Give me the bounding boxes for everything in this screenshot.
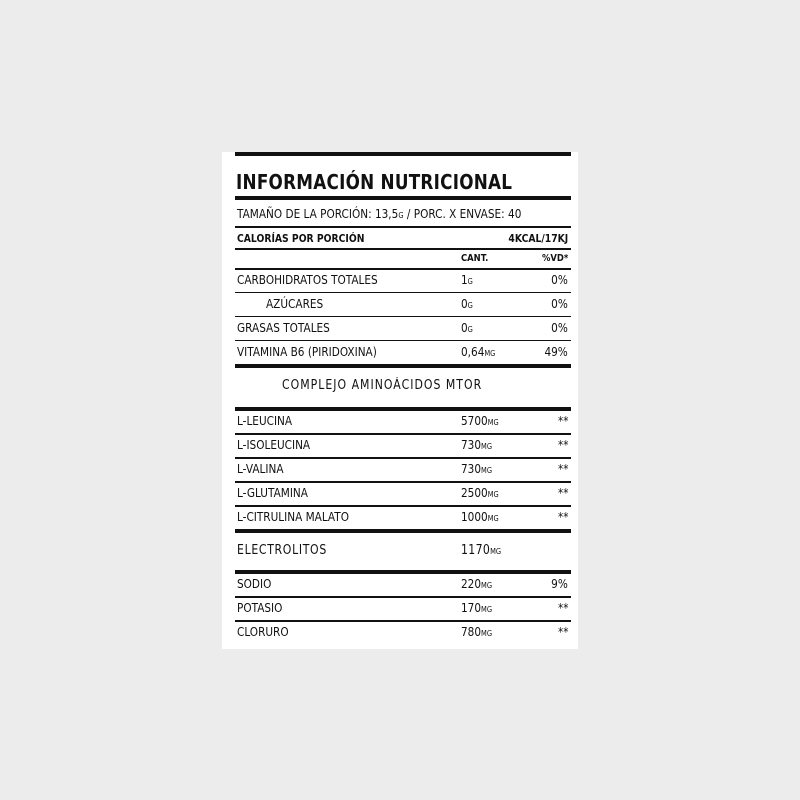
- electrolytes-title: ELECTROLITOS: [237, 543, 327, 558]
- nutrient-name: CARBOHIDRATOS TOTALES: [237, 272, 378, 287]
- amino-dv: **: [557, 461, 568, 476]
- amino-name: L-ISOLEUCINA: [237, 437, 311, 452]
- amino-name: L-GLUTAMINA: [237, 485, 308, 500]
- row-divider: [235, 505, 571, 507]
- nutrient-dv: 0%: [551, 272, 568, 287]
- electrolyte-dv: **: [557, 600, 568, 615]
- row-divider: [235, 481, 571, 483]
- electrolyte-amount: 780MG: [461, 624, 493, 639]
- serving-size: TAMAÑO DE LA PORCIÓN: 13,5G / PORC. X ENVASE: 40: [237, 206, 522, 221]
- amino-dv: **: [557, 485, 568, 500]
- nutrient-dv: 0%: [551, 296, 568, 311]
- row-divider: [235, 457, 571, 459]
- row-divider: [235, 340, 571, 341]
- electrolyte-amount: 220MG: [461, 576, 493, 591]
- calories-rule: [235, 248, 571, 250]
- mtor-section-title: COMPLEJO AMINOÁCIDOS MTOR: [282, 378, 483, 393]
- amino-amount: 2500MG: [461, 485, 499, 500]
- row-divider: [235, 433, 571, 435]
- row-divider: [235, 620, 571, 622]
- column-dv-header: %VD*: [541, 253, 568, 264]
- section-rule: [235, 570, 571, 574]
- section-rule: [235, 364, 571, 368]
- nutrition-label: [222, 152, 578, 649]
- electrolyte-name: CLORURO: [237, 624, 289, 639]
- nutrient-amount: 0G: [461, 296, 473, 311]
- electrolyte-amount: 170MG: [461, 600, 493, 615]
- amino-amount: 1000MG: [461, 509, 499, 524]
- electrolyte-name: SODIO: [237, 576, 272, 591]
- nutrient-dv: 0%: [551, 320, 568, 335]
- electrolyte-dv: 9%: [551, 576, 568, 591]
- nutrient-dv: 49%: [544, 344, 568, 359]
- amino-amount: 730MG: [461, 437, 493, 452]
- nutrient-name: VITAMINA B6 (PIRIDOXINA): [237, 344, 377, 359]
- electrolytes-total: 1170MG: [461, 543, 502, 558]
- calories-value: 4KCAL/17KJ: [508, 232, 568, 245]
- row-divider: [235, 316, 571, 317]
- amino-name: L-CITRULINA MALATO: [237, 509, 349, 524]
- label-title: INFORMACIÓN NUTRICIONAL: [236, 170, 513, 194]
- header-rule: [235, 268, 571, 270]
- row-divider: [235, 596, 571, 598]
- nutrient-amount: 0G: [461, 320, 473, 335]
- amino-name: L-VALINA: [237, 461, 284, 476]
- electrolyte-name: POTASIO: [237, 600, 283, 615]
- section-rule: [235, 529, 571, 533]
- nutrient-name: AZÚCARES: [266, 296, 324, 311]
- amino-dv: **: [557, 413, 568, 428]
- row-divider: [235, 292, 571, 293]
- amino-dv: **: [557, 437, 568, 452]
- amino-amount: 730MG: [461, 461, 493, 476]
- amino-amount: 5700MG: [461, 413, 499, 428]
- title-rule: [235, 196, 571, 200]
- section-rule: [235, 407, 571, 411]
- amino-dv: **: [557, 509, 568, 524]
- serving-rule: [235, 226, 571, 228]
- electrolyte-dv: **: [557, 624, 568, 639]
- column-amount-header: CANT.: [461, 253, 489, 264]
- calories-label: CALORÍAS POR PORCIÓN: [237, 232, 365, 245]
- nutrient-name: GRASAS TOTALES: [237, 320, 330, 335]
- top-rule: [235, 152, 571, 156]
- nutrient-amount: 1G: [461, 272, 473, 287]
- nutrient-amount: 0,64MG: [461, 344, 496, 359]
- amino-name: L-LEUCINA: [237, 413, 293, 428]
